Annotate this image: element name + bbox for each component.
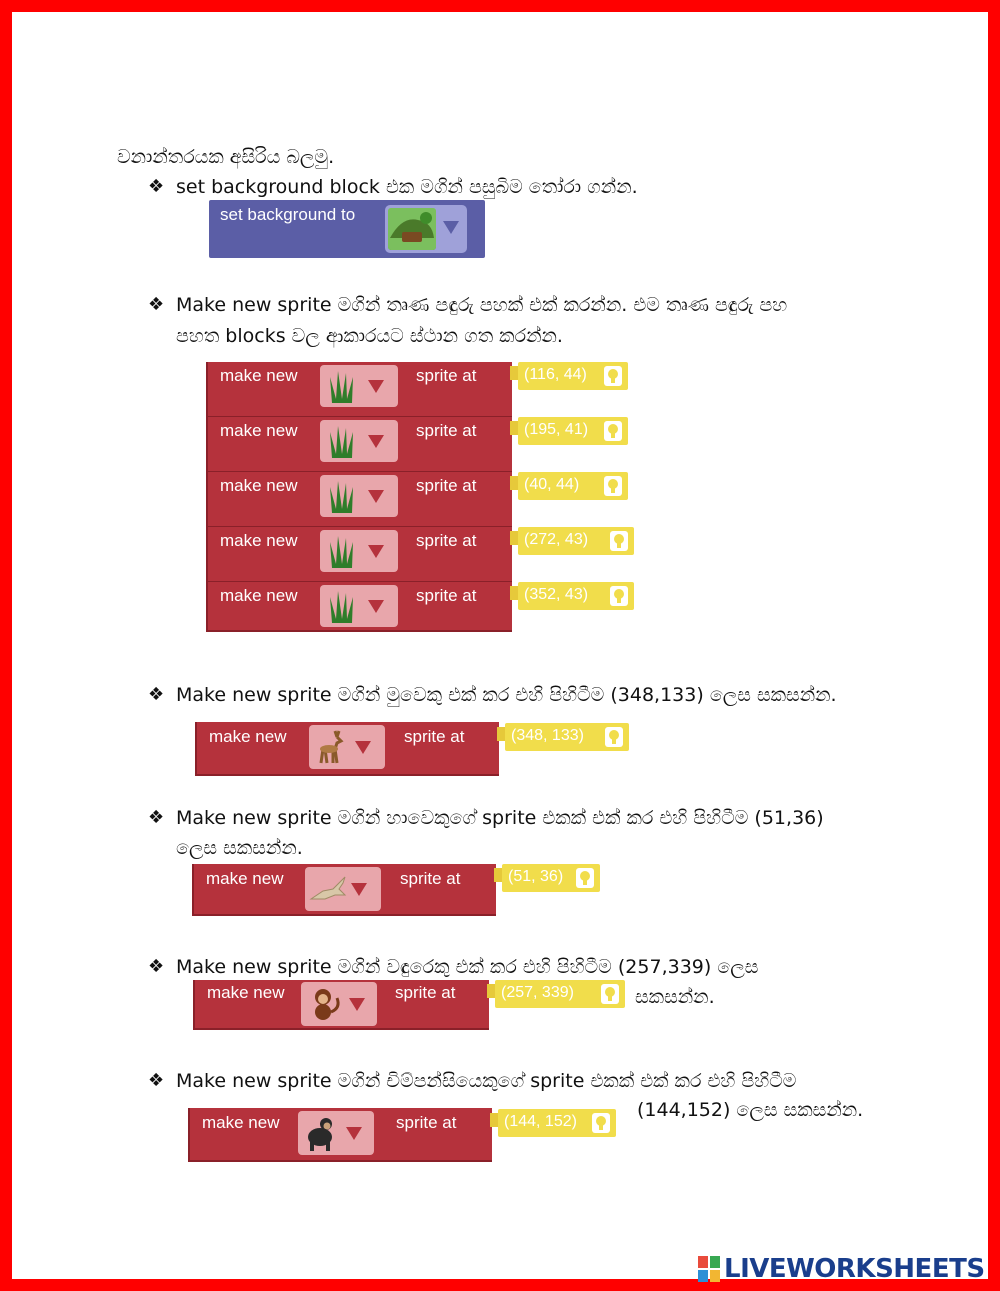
liveworksheets-logo-icon	[698, 1256, 720, 1282]
sprite-at-label: sprite at	[416, 531, 477, 550]
sprite-at-label: sprite at	[400, 869, 461, 888]
make-sprite-block[interactable]	[206, 417, 512, 473]
lightbulb-icon[interactable]	[576, 868, 594, 888]
sprite-picker[interactable]	[305, 867, 381, 911]
make-new-label: make new	[220, 586, 298, 605]
dropdown-caret-icon	[346, 1127, 362, 1140]
connector-tab	[494, 868, 502, 882]
sprite-picker[interactable]	[320, 585, 398, 627]
intro-heading: වනාන්තරයක අසිරිය බලමු.	[117, 146, 335, 168]
lightbulb-icon[interactable]	[604, 366, 622, 386]
sprite-at-label: sprite at	[416, 421, 477, 440]
coordinate-block[interactable]	[518, 472, 628, 500]
bullet-icon: ❖	[148, 1070, 165, 1090]
dropdown-caret-icon	[443, 221, 459, 234]
coordinate-value: (272, 43)	[524, 531, 589, 548]
lightbulb-icon[interactable]	[610, 586, 628, 606]
connector-tab	[497, 727, 505, 741]
sprite-picker[interactable]	[320, 530, 398, 572]
make-new-label: make new	[202, 1113, 280, 1132]
dropdown-caret-icon	[368, 435, 384, 448]
dropdown-caret-icon	[349, 998, 365, 1011]
bullet-icon: ❖	[148, 684, 165, 704]
connector-tab	[487, 984, 495, 998]
make-sprite-block[interactable]	[188, 1108, 492, 1162]
dropdown-caret-icon	[368, 600, 384, 613]
step5-instruction-line2: සකසන්න.	[635, 986, 715, 1008]
make-new-label: make new	[206, 869, 284, 888]
coordinate-block[interactable]	[518, 362, 628, 390]
lightbulb-icon[interactable]	[610, 531, 628, 551]
make-sprite-block[interactable]	[192, 864, 496, 916]
connector-tab	[510, 366, 518, 380]
bullet-icon: ❖	[148, 176, 165, 196]
sprite-picker[interactable]	[320, 420, 398, 462]
make-sprite-block[interactable]	[193, 980, 489, 1030]
grass-icon	[328, 424, 358, 458]
sprite-picker[interactable]	[320, 475, 398, 517]
dropdown-caret-icon	[368, 380, 384, 393]
dropdown-caret-icon	[351, 883, 367, 896]
sprite-at-label: sprite at	[416, 586, 477, 605]
connector-tab	[510, 476, 518, 490]
step1-instruction: set background block එක මගින් පසුබිම තෝරා ගන්න.	[176, 176, 638, 198]
step4-instruction-line1: Make new sprite මගින් හාවෙකුගේ sprite එකක් එක් කර එහි පිහිටීම (51,36)	[176, 807, 824, 829]
make-sprite-block[interactable]	[206, 472, 512, 528]
grass-icon	[328, 534, 358, 568]
coordinate-value: (257, 339)	[501, 984, 574, 1001]
chimpanzee-icon	[304, 1115, 340, 1151]
step6-instruction-line1: Make new sprite මගින් චිම්පන්සියෙකුගේ sprite එකක් එක් කර එහි පිහිටීම	[176, 1070, 797, 1092]
liveworksheets-logo: LIVEWORKSHEETS	[724, 1254, 985, 1284]
sprite-picker[interactable]	[301, 982, 377, 1026]
make-new-label: make new	[220, 476, 298, 495]
grass-icon	[328, 369, 358, 403]
make-new-label: make new	[209, 727, 287, 746]
lightbulb-icon[interactable]	[604, 476, 622, 496]
sprite-at-label: sprite at	[404, 727, 465, 746]
coordinate-value: (144, 152)	[504, 1113, 577, 1130]
bullet-icon: ❖	[148, 294, 165, 314]
dropdown-caret-icon	[368, 490, 384, 503]
make-sprite-block[interactable]	[206, 582, 512, 632]
coordinate-block[interactable]	[495, 980, 625, 1008]
deer-icon	[315, 729, 349, 765]
dropdown-caret-icon	[355, 741, 371, 754]
coordinate-block[interactable]	[505, 723, 629, 751]
sprite-at-label: sprite at	[416, 366, 477, 385]
sprite-picker[interactable]	[320, 365, 398, 407]
coordinate-block[interactable]	[502, 864, 600, 892]
step3-instruction: Make new sprite මගින් මුවෙකු එක් කර එහි පිහිටීම (348,133) ලෙස සකසන්න.	[176, 684, 837, 706]
coordinate-value: (348, 133)	[511, 727, 584, 744]
step5-instruction-line1: Make new sprite මගින් වඳුරෙකු එක් කර එහි පිහිටීම (257,339) ලෙස	[176, 956, 759, 978]
connector-tab	[510, 421, 518, 435]
make-new-label: make new	[220, 531, 298, 550]
lightbulb-icon[interactable]	[605, 727, 623, 747]
step6-instruction-line2: (144,152) ලෙස සකසන්න.	[637, 1099, 864, 1121]
coordinate-value: (352, 43)	[524, 586, 589, 603]
step4-instruction-line2: ලෙස සකසන්න.	[176, 837, 303, 859]
bullet-icon: ❖	[148, 956, 165, 976]
forest-background-icon	[388, 208, 436, 250]
coordinate-value: (195, 41)	[524, 421, 589, 438]
make-sprite-block[interactable]	[206, 527, 512, 583]
bullet-icon: ❖	[148, 807, 165, 827]
sprite-picker[interactable]	[298, 1111, 374, 1155]
coordinate-block[interactable]	[498, 1109, 616, 1137]
grass-icon	[328, 479, 358, 513]
dropdown-caret-icon	[368, 545, 384, 558]
connector-tab	[510, 586, 518, 600]
sprite-picker[interactable]	[309, 725, 385, 769]
sprite-at-label: sprite at	[396, 1113, 457, 1132]
connector-tab	[510, 531, 518, 545]
coordinate-block[interactable]	[518, 582, 634, 610]
sprite-at-label: sprite at	[416, 476, 477, 495]
grass-icon	[328, 589, 358, 623]
connector-tab	[490, 1113, 498, 1127]
monkey-icon	[307, 986, 343, 1022]
set-background-block[interactable]	[209, 200, 485, 258]
set-background-label: set background to	[220, 205, 356, 224]
make-new-label: make new	[220, 421, 298, 440]
lightbulb-icon[interactable]	[604, 421, 622, 441]
coordinate-value: (51, 36)	[508, 868, 564, 885]
lightbulb-icon[interactable]	[601, 984, 619, 1004]
lightbulb-icon[interactable]	[592, 1113, 610, 1133]
make-sprite-block[interactable]	[206, 362, 512, 418]
coordinate-block[interactable]	[518, 527, 634, 555]
background-picker[interactable]	[385, 205, 467, 253]
coordinate-block[interactable]	[518, 417, 628, 445]
rabbit-icon	[309, 875, 349, 903]
make-new-label: make new	[220, 366, 298, 385]
coordinate-value: (40, 44)	[524, 476, 580, 493]
make-new-label: make new	[207, 983, 285, 1002]
step2-instruction-line1: Make new sprite මගින් තෘණ පඳුරු පහක් එක් කරන්න. එම තෘණ පඳුරු පහ	[176, 294, 788, 316]
sprite-at-label: sprite at	[395, 983, 456, 1002]
step2-instruction-line2: පහත blocks වල ආකාරයට ස්ථාන ගත කරන්න.	[176, 325, 563, 347]
make-sprite-block[interactable]	[195, 722, 499, 776]
coordinate-value: (116, 44)	[524, 366, 587, 383]
